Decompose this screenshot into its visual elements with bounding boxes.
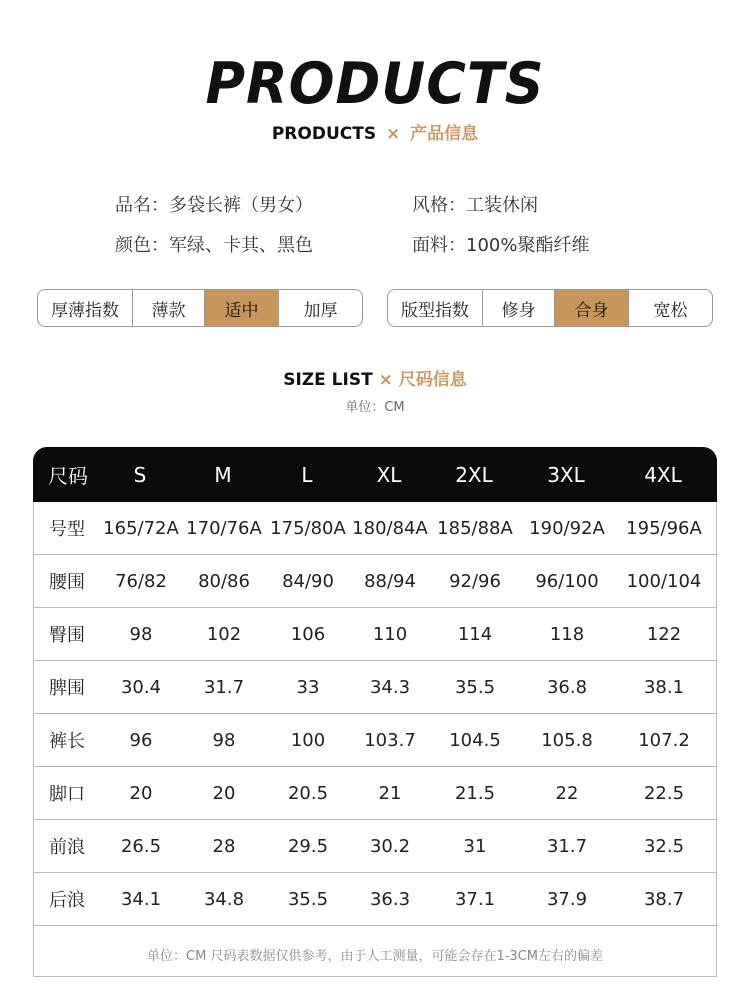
table-cell: 165/72A — [103, 517, 179, 539]
row-label: 号型 — [49, 519, 85, 540]
table-cell: 36.8 — [546, 676, 588, 698]
table-cell: 20 — [212, 782, 236, 804]
size-list-cn: 尺码信息 — [398, 370, 467, 390]
header-cell: 3XL — [547, 462, 585, 487]
product-color: 颜色：军绿、卡其、黑色 — [115, 235, 313, 256]
table-cell: 96 — [129, 729, 153, 751]
table-cell: 30.4 — [120, 676, 162, 698]
table-cell: 34.1 — [120, 888, 162, 910]
header-cell: S — [133, 462, 147, 487]
table-cell: 92/96 — [449, 570, 501, 592]
table-cell: 185/88A — [437, 517, 513, 539]
fit-label: 版型指数 — [401, 300, 469, 321]
table-cell: 104.5 — [449, 729, 501, 751]
table-cell: 80/86 — [198, 570, 250, 592]
table-cell: 76/82 — [115, 570, 167, 592]
table-cell: 88/94 — [364, 570, 416, 592]
size-unit: 单位：CM — [345, 400, 405, 415]
products-subtitle — [0, 119, 750, 144]
table-cell: 33 — [296, 676, 320, 698]
table-cell: 28 — [212, 835, 236, 857]
product-fabric: 面料：100%聚酯纤维 — [412, 235, 590, 256]
table-cell: 170/76A — [186, 517, 262, 539]
table-cell: 96/100 — [535, 570, 599, 592]
table-cell: 22 — [555, 782, 579, 804]
table-cell: 35.5 — [287, 888, 329, 910]
table-cell: 98 — [212, 729, 236, 751]
table-cell: 37.9 — [546, 888, 588, 910]
table-cell: 100/104 — [626, 570, 702, 592]
size-list-title — [0, 365, 750, 390]
table-row — [34, 820, 716, 873]
table-cell: 105.8 — [541, 729, 593, 751]
thickness-option-medium: 适中 — [204, 290, 278, 326]
table-cell: 29.5 — [287, 835, 329, 857]
table-cell: 84/90 — [282, 570, 334, 592]
table-row — [34, 661, 716, 714]
table-cell: 36.3 — [369, 888, 411, 910]
row-label: 前浪 — [49, 837, 85, 858]
table-cell: 175/80A — [270, 517, 346, 539]
table-cell: 100 — [290, 729, 326, 751]
thickness-label: 厚薄指数 — [51, 300, 119, 321]
subtitle-en: PRODUCTS — [271, 124, 377, 144]
table-cell: 38.7 — [643, 888, 685, 910]
table-cell: 37.1 — [454, 888, 496, 910]
table-cell: 98 — [129, 623, 153, 645]
table-cell: 195/96A — [626, 517, 702, 539]
header-cell: XL — [376, 462, 402, 487]
table-cell: 110 — [372, 623, 408, 645]
table-cell: 34.8 — [203, 888, 245, 910]
header-cell: L — [301, 462, 313, 487]
row-label: 臀围 — [49, 625, 85, 646]
table-row — [34, 555, 716, 608]
table-row — [34, 767, 716, 820]
header-cell: 4XL — [644, 462, 682, 487]
table-cell: 102 — [206, 623, 242, 645]
table-cell: 35.5 — [454, 676, 496, 698]
table-cell: 103.7 — [364, 729, 416, 751]
table-cell: 30.2 — [369, 835, 411, 857]
thickness-option-thin: 薄款 — [132, 290, 204, 326]
table-row — [34, 608, 716, 661]
table-cell: 31 — [463, 835, 487, 857]
thickness-index — [37, 289, 363, 327]
fit-option-loose: 宽松 — [628, 290, 712, 326]
fit-option-regular: 合身 — [554, 290, 628, 326]
table-cell: 31.7 — [203, 676, 245, 698]
size-list-en: SIZE LIST — [283, 370, 373, 390]
table-cell: 21.5 — [454, 782, 496, 804]
table-header — [33, 447, 717, 502]
table-cell: 38.1 — [643, 676, 685, 698]
table-cell: 21 — [378, 782, 402, 804]
size-list-separator: × — [378, 370, 393, 390]
size-table — [33, 447, 717, 977]
table-cell: 180/84A — [352, 517, 428, 539]
thickness-option-thick: 加厚 — [278, 290, 362, 326]
table-cell: 114 — [457, 623, 493, 645]
table-cell: 26.5 — [120, 835, 162, 857]
table-cell: 190/92A — [529, 517, 605, 539]
header-cell: 2XL — [455, 462, 493, 487]
table-cell: 122 — [646, 623, 682, 645]
subtitle-separator: × — [385, 124, 401, 144]
table-cell: 34.3 — [369, 676, 411, 698]
table-cell: 106 — [290, 623, 326, 645]
row-label: 脚口 — [49, 784, 85, 805]
fit-index — [387, 289, 713, 327]
row-label: 后浪 — [49, 890, 85, 911]
hero-title: PRODUCTS — [205, 50, 545, 117]
table-cell: 22.5 — [643, 782, 685, 804]
table-cell: 20.5 — [287, 782, 329, 804]
row-label: 裤长 — [49, 731, 85, 752]
subtitle-cn: 产品信息 — [410, 124, 479, 144]
product-name: 品名：多袋长裤（男女） — [115, 195, 313, 216]
table-row — [34, 502, 716, 555]
table-row — [34, 873, 716, 926]
table-cell: 118 — [549, 623, 585, 645]
row-label: 腰围 — [49, 572, 85, 593]
fit-option-slim: 修身 — [482, 290, 554, 326]
table-cell: 32.5 — [643, 835, 685, 857]
table-cell: 20 — [129, 782, 153, 804]
row-label: 脾围 — [49, 678, 85, 699]
table-footnote: 单位：CM 尺码表数据仅供参考，由于人工测量，可能会存在1-3CM左右的偏差 — [147, 949, 603, 964]
header-cell: M — [214, 462, 232, 487]
table-cell: 107.2 — [638, 729, 690, 751]
product-style: 风格：工装休闲 — [412, 195, 538, 216]
header-cell: 尺码 — [48, 464, 88, 488]
table-row — [34, 714, 716, 767]
table-cell: 31.7 — [546, 835, 588, 857]
